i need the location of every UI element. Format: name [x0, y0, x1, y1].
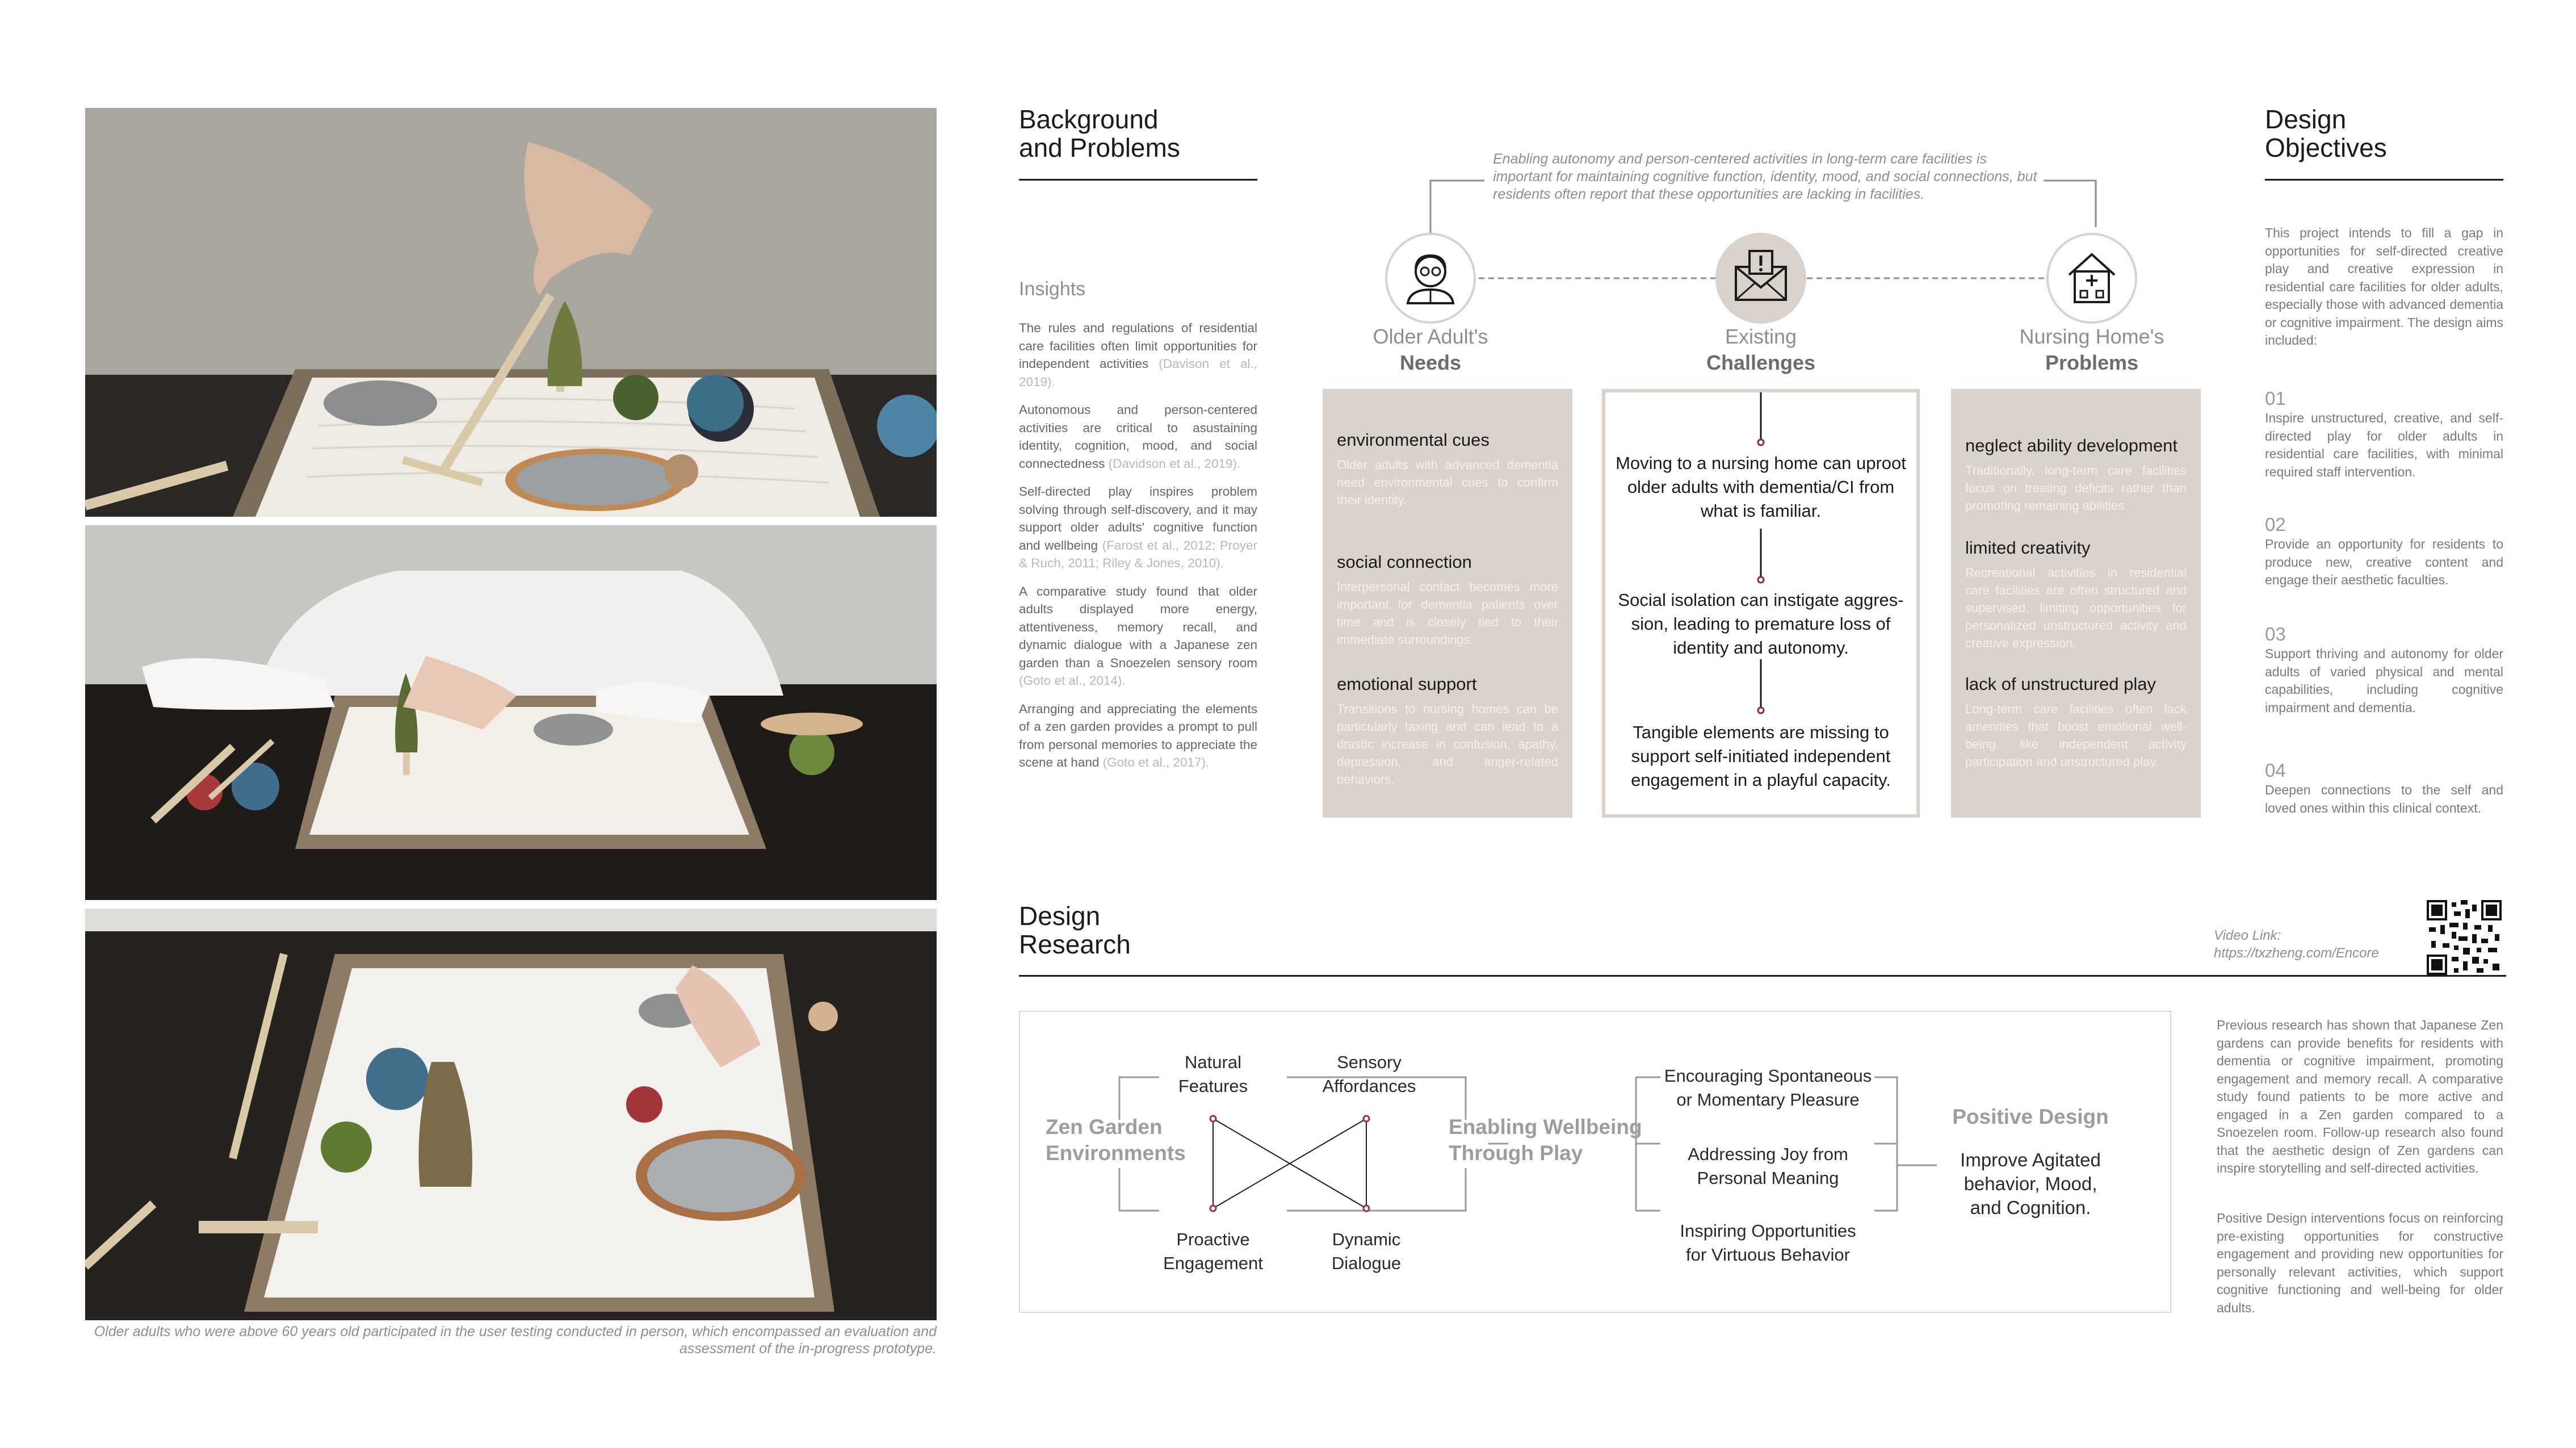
objective-number: 03 [2265, 623, 2286, 645]
research-title [1019, 902, 1131, 959]
insight-item [1019, 483, 1257, 572]
needs-title-line2: Needs [1399, 351, 1462, 374]
problems-item [1965, 674, 2187, 771]
problems-item-head: limited creativity [1965, 538, 2091, 558]
intro-quote: Enabling autonomy and person-centered activities in long-term care facilities is important for maintaining cognitive function, identity, mood, and social connections, but residents often report that these opportunities are lacking in facilities. [1493, 151, 2037, 202]
objective-item [2265, 388, 2503, 481]
zen-garden-label [1046, 1114, 1186, 1166]
needs-title [1323, 324, 1538, 376]
insight-text: Autonomous and person-centered activities are critical to asustaining identity, cognition, mood, and social connectedness [1019, 403, 1257, 471]
challenges-box [1602, 389, 1920, 818]
objectives-title-line1: Design [2265, 104, 2347, 134]
zen-garden-label-line1: Zen Garden [1046, 1115, 1163, 1139]
photo-1-illustration [85, 108, 937, 517]
insight-citation: (Farost et al., 2012; Proyer & Ruch, 2011; Riley & Jones, 2010). [1019, 538, 1257, 570]
objective-item [2265, 760, 2503, 817]
insight-item [1019, 583, 1257, 690]
problems-item-head: neglect ability development [1965, 436, 2178, 455]
problems-item-text: Traditionally, long-term care facilities focus on treating deficits rather than promoting remaining abilities. [1965, 463, 2187, 513]
research-title-rule [1019, 975, 2506, 977]
needs-item-head: environmental cues [1337, 430, 1490, 450]
outcome-item [1662, 1064, 1874, 1112]
problems-item-text: Recreational activities in residential care facilities are often structured and supervised, limiting opportunities for personalized unstructured activity and creative expression. [1965, 566, 2187, 650]
outcome-line: Addressing Joy from [1688, 1144, 1848, 1164]
node-sensory-affordances [1304, 1051, 1434, 1098]
objective-number: 01 [2265, 388, 2286, 409]
node-label-line: Dialogue [1331, 1253, 1402, 1273]
node-label-line: Sensory [1337, 1052, 1402, 1072]
insight-citation: (Goto et al., 2014). [1019, 673, 1126, 688]
video-link-url[interactable]: https://txzheng.com/Encore [2214, 945, 2379, 961]
problems-item [1965, 538, 2187, 674]
photo-caption: Older adults who were above 60 years old participated in the user testing conducted in person, which encompassed an evaluation and assessment of the in-progress prototype. [94, 1324, 937, 1357]
objective-item [2265, 514, 2503, 589]
objectives-title-rule [2265, 179, 2503, 181]
insight-text: Arranging and appreciating the elements of a zen garden provides a prompt to pull from personal memories to appreciate the scene at hand [1019, 701, 1257, 769]
node-label-line: Proactive [1176, 1229, 1250, 1249]
needs-item-text: Older adults with advanced dementia need environmental cues to confirm their identity. [1337, 458, 1558, 507]
older-adult-icon [1387, 235, 1474, 321]
challenges-title-line1: Existing [1725, 325, 1797, 348]
challenges-title-line2: Challenges [1706, 351, 1816, 374]
insight-citation: (Goto et al., 2017). [1102, 755, 1210, 769]
nursing-home-icon [2049, 235, 2135, 321]
needs-item-head: social connection [1337, 552, 1472, 572]
needs-item-text: Interpersonal contact becomes more important for dementia patients over time and is closely tied to their immediate surroundings. [1337, 580, 1558, 647]
insight-citation: (Davison et al., 2019). [1019, 357, 1257, 389]
objective-text: Deepen connections to the self and loved ones within this clinical context. [2265, 782, 2503, 815]
needs-item [1337, 674, 1558, 788]
background-title-rule [1019, 179, 1257, 181]
positive-design-text [1940, 1148, 2121, 1220]
positive-design-line: and Cognition. [1970, 1197, 2091, 1218]
elder-icon-circle [1385, 233, 1476, 324]
node-label-line: Features [1178, 1076, 1248, 1096]
outcome-item [1662, 1143, 1874, 1190]
challenge-item: Moving to a nursing home can uproot older adults with dementia/CI from what is familiar. [1616, 453, 1906, 521]
outcome-line: Encouraging Spontaneous [1664, 1066, 1872, 1086]
research-diagram [1019, 1011, 2171, 1313]
problems-box [1951, 389, 2201, 818]
alert-envelope-icon [1715, 233, 1806, 324]
node-label-line: Affordances [1322, 1076, 1416, 1096]
positive-design-line: behavior, Mood, [1964, 1173, 2097, 1194]
node-natural-features [1156, 1051, 1270, 1098]
research-paragraph-1: Previous research has shown that Japanese Zen gardens can provide benefits for residents with dementia or cognitive impairment, promoting engagement and memory recall. A comparative study found patients to be more active and engaged in a Zen garden compared to a Snoezelen room. Follow-up research also found that the aesthetic design of Zen gardens can inspire storytelling and self-directed activities. [2217, 1018, 2503, 1175]
qr-code-icon[interactable] [2427, 900, 2502, 975]
outcome-line: Inspiring Opportunities [1680, 1221, 1856, 1241]
needs-box [1323, 389, 1572, 818]
objectives-intro: This project intends to fill a gap in opportunities for self-directed creative play and creative expression in residential care facilities for older adults, especially those with advanced dementia or cognitive impairment. The design aims included: [2265, 225, 2503, 348]
node-label-line: Natural [1185, 1052, 1241, 1072]
insight-text: Self-directed play inspires problem solving through self-discovery, and it may support older adults' cognitive function and wellbeing [1019, 484, 1257, 553]
insights-title: Insights [1019, 278, 1086, 300]
needs-item [1337, 552, 1558, 674]
research-paragraph-2: Positive Design interventions focus on reinforcing pre-existing opportunities for constructive engagement and providing new opportunities for personally relevant activities, which support cognitive functioning and well-being for older adults. [2217, 1211, 2503, 1315]
research-title-line2: Research [1019, 930, 1131, 959]
challenge-item: Tangible elements are missing to support self-initiated independent engagement in a playful capacity. [1631, 722, 1891, 790]
insight-citation: (Davidson et al., 2019). [1108, 456, 1241, 471]
needs-item [1337, 430, 1558, 552]
objective-number: 04 [2265, 760, 2286, 781]
problems-item-head: lack of unstructured play [1965, 674, 2157, 694]
video-link[interactable] [2214, 927, 2379, 962]
research-title-line1: Design [1019, 901, 1101, 931]
photo-3-illustration [85, 909, 937, 1320]
photo-placing-ball [85, 909, 937, 1320]
video-link-label: Video Link: [2214, 928, 2281, 943]
photo-2-illustration [85, 525, 937, 900]
problems-item-text: Long-term care facilities often lack amenities that boost emotional well-being, like independent activity participation and unstructured play. [1965, 702, 2187, 769]
photo-zen-garden-raking [85, 108, 937, 517]
positive-design-title: Positive Design [1952, 1105, 2109, 1128]
background-title [1019, 105, 1180, 162]
background-title-line1: Background [1019, 104, 1159, 134]
outcome-line: for Virtuous Behavior [1686, 1245, 1850, 1265]
objectives-title-line2: Objectives [2265, 133, 2387, 162]
challenges-title [1653, 324, 1869, 376]
insight-item [1019, 319, 1257, 391]
objective-number: 02 [2265, 514, 2286, 535]
node-label-line: Engagement [1163, 1253, 1263, 1273]
outcome-line: or Momentary Pleasure [1676, 1090, 1860, 1110]
node-label-line: Dynamic [1332, 1229, 1401, 1249]
wellbeing-label-line1: Enabling Wellbeing [1449, 1115, 1642, 1139]
node-proactive-engagement [1148, 1228, 1278, 1275]
objective-item [2265, 623, 2503, 717]
insight-item [1019, 700, 1257, 772]
zen-garden-label-line2: Environments [1046, 1141, 1186, 1165]
outcome-item [1662, 1219, 1874, 1267]
problems-title-line2: Problems [2045, 351, 2139, 374]
mail-icon-circle [1715, 233, 1806, 324]
objectives-title [2265, 105, 2387, 162]
needs-item-head: emotional support [1337, 674, 1477, 694]
problems-item [1965, 436, 2187, 538]
wellbeing-label-line2: Through Play [1449, 1141, 1583, 1165]
challenge-item: Social isolation can instigate aggres-sion, leading to premature loss of identity and autonomy. [1618, 590, 1904, 658]
insight-item [1019, 401, 1257, 472]
objective-text: Inspire unstructured, creative, and self-directed play for older adults in residential care facilities, with minimal required staff intervention. [2265, 411, 2503, 479]
needs-item-text: Transitions to nursing homes can be particularly taxing and can lead to a drastic increase in confusion, apathy, depression, and anger-related behaviors. [1337, 702, 1558, 786]
needs-title-line1: Older Adult's [1373, 325, 1488, 348]
objective-text: Provide an opportunity for residents to produce new, creative content and engage their aesthetic faculties. [2265, 537, 2503, 587]
problems-title-line1: Nursing Home's [2019, 325, 2164, 348]
objective-text: Support thriving and autonomy for older adults of varied physical and mental capabilities, including cognitive impairment and dementia. [2265, 646, 2503, 715]
wellbeing-label [1449, 1114, 1642, 1166]
insights-list [1019, 319, 1257, 772]
home-icon-circle [2046, 233, 2137, 324]
photo-placing-tree [85, 525, 937, 900]
background-title-line2: and Problems [1019, 133, 1180, 162]
node-dynamic-dialogue [1315, 1228, 1417, 1275]
insight-text: The rules and regulations of residential care facilities often limit opportunities for independent activities [1019, 321, 1257, 371]
positive-design-line: Improve Agitated [1960, 1149, 2101, 1170]
insight-text: A comparative study found that older adults displayed more energy, attentiveness, memory recall, and dynamic dialogue with a Japanese zen garden than a Snoezelen sensory room [1019, 584, 1257, 670]
outcome-line: Personal Meaning [1697, 1168, 1839, 1188]
problems-title [1984, 324, 2200, 376]
